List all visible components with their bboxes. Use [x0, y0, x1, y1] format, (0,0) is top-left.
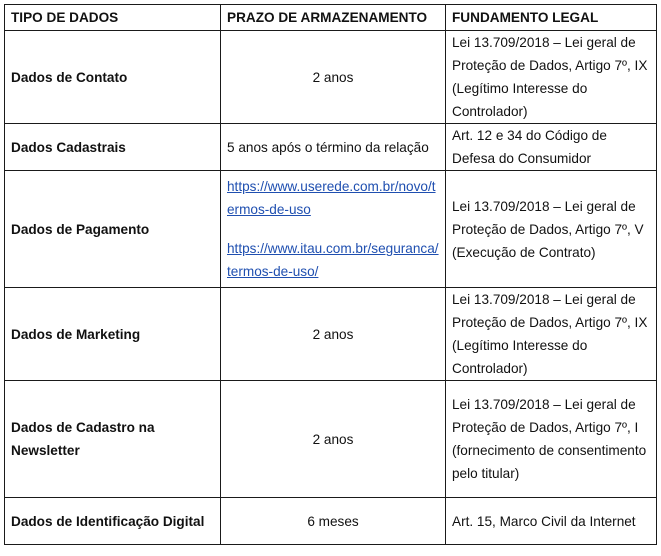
- table-row: [5, 124, 657, 171]
- cell-prazo: 2 anos: [221, 381, 446, 498]
- cell-tipo: Dados de Identificação Digital: [5, 498, 221, 545]
- table-row: [5, 381, 657, 498]
- cell-prazo: 2 anos: [221, 31, 446, 124]
- cell-fundamento: Lei 13.709/2018 – Lei geral de Proteção de Dados, Artigo 7º, IX (Legítimo Interesse do Controlador): [446, 31, 657, 124]
- userede-terms-link[interactable]: https://www.userede.com.br/novo/termos-de-uso: [227, 179, 436, 217]
- header-prazo-de-armazenamento: PRAZO DE ARMAZENAMENTO: [221, 5, 446, 31]
- cell-fundamento: Art. 12 e 34 do Código de Defesa do Consumidor: [446, 124, 657, 171]
- table-row: [5, 31, 657, 124]
- cell-fundamento: Lei 13.709/2018 – Lei geral de Proteção de Dados, Artigo 7º, I (fornecimento de consentimento pelo titular): [446, 381, 657, 498]
- cell-fundamento: Lei 13.709/2018 – Lei geral de Proteção de Dados, Artigo 7º, V (Execução de Contrato): [446, 171, 657, 288]
- table-header-row: [5, 5, 657, 31]
- cell-fundamento: Art. 15, Marco Civil da Internet: [446, 498, 657, 545]
- cell-prazo: 5 anos após o término da relação: [221, 124, 446, 171]
- link-spacer: [227, 221, 439, 237]
- table-row: [5, 498, 657, 545]
- table-row: [5, 171, 657, 288]
- cell-tipo: Dados de Pagamento: [5, 171, 221, 288]
- cell-tipo: Dados de Marketing: [5, 288, 221, 381]
- data-retention-table: [4, 4, 657, 545]
- header-fundamento-legal: FUNDAMENTO LEGAL: [446, 5, 657, 31]
- cell-tipo: Dados Cadastrais: [5, 124, 221, 171]
- cell-tipo: Dados de Contato: [5, 31, 221, 124]
- header-tipo-de-dados: TIPO DE DADOS: [5, 5, 221, 31]
- cell-prazo: 6 meses: [221, 498, 446, 545]
- itau-terms-link[interactable]: https://www.itau.com.br/seguranca/termos-de-uso/: [227, 241, 439, 279]
- table-row: [5, 288, 657, 381]
- cell-tipo: Dados de Cadastro na Newsletter: [5, 381, 221, 498]
- cell-fundamento: Lei 13.709/2018 – Lei geral de Proteção de Dados, Artigo 7º, IX (Legítimo Interesse do Controlador): [446, 288, 657, 381]
- cell-prazo-links: [221, 171, 446, 288]
- cell-prazo: 2 anos: [221, 288, 446, 381]
